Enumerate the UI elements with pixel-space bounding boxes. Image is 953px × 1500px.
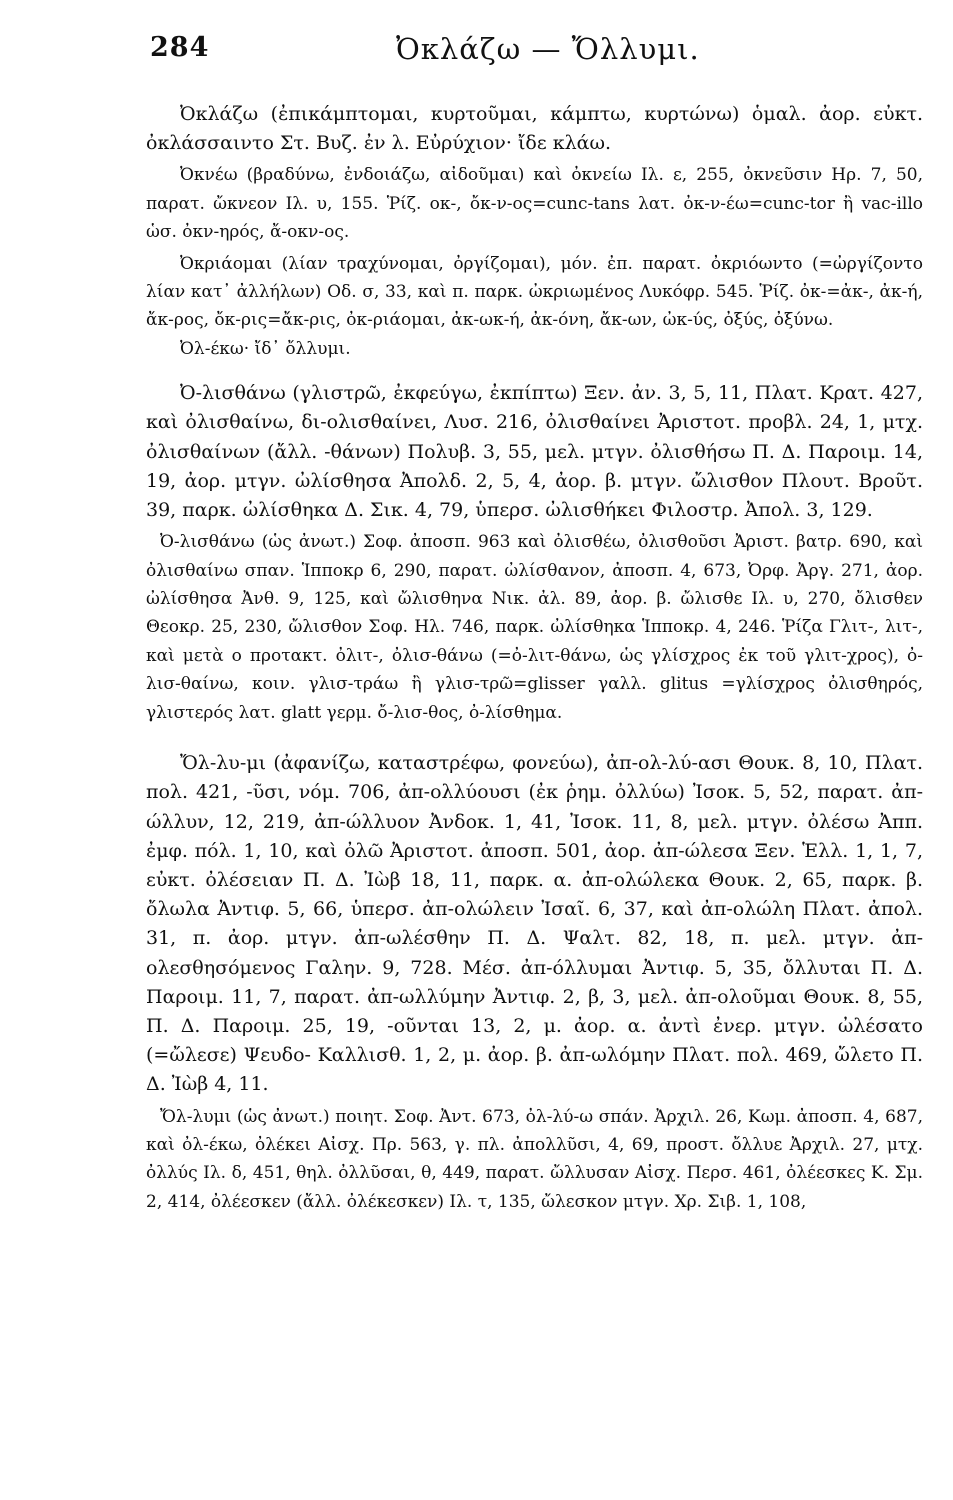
entry-olistho: Ὀ-λισθάνω (γλιστρῶ, ἐκφεύγω, ἐκπίπτω) Ξεν. ἀν. 3, 5, 11, Πλατ. Κρατ. 427, καὶ ὀλισθαίνω, δι-ολισθαίνει, Λυσ. 216, ὀλισθαίνει Ἀριστοτ. προβλ. 24, 1, μτχ. ὀλισθαίνων (ἄλλ. -θάνων) Πολυβ. 3, 55, μελ. μτγν. ὀλισθήσω Π. Δ. Παροιμ. 14, 19, ἀορ. μτγν. ὠλίσθησα Ἀπολδ. 2, 5, 4, ἀορ. β. μτγν. ὤλισθον Πλουτ. Βροῦτ. 39, παρκ. ὠλίσθηκα Δ. Σικ. 4, 79, ὑπερσ. ὠλισθήκει Φιλοστρ. Ἀπολ. 3, 129. [146,382,923,522]
entry-olekho: Ὀλ-έκω· ἴδ᾽ ὄλλυμι. [180,338,351,359]
page-header [146,28,923,94]
entry-okneo: Ὀκνέω (βραδύνω, ἐνδοιάζω, αἰδοῦμαι) καὶ ὀκνείω Ιλ. ε, 255, ὀκνεῦσιν Ηρ. 7, 50, παρατ. ὤκνεον Ιλ. υ, 155. Ῥίζ. οκ-, ὄκ-ν-ος=cunc-tans λατ. ὀκ-ν-έω=cunc-tor ἢ vac-illo ὡσ. ὀκν-ηρός, ἄ-οκν-ος. [146,165,923,243]
entries [146,100,923,1216]
entry-okriaomai: Ὀκριάομαι (λίαν τραχύνομαι, ὀργίζομαι), μόν. ἐπ. παρατ. ὀκριόωντο (=ὠργίζοντο λίαν κατ᾽ ἀλλήλων) Οδ. σ, 33, καὶ π. παρκ. ὠκριωμένος Λυκόφρ. 545. Ῥίζ. ὀκ-=ἀκ-, ἀκ-ή, ἄκ-ρος, ὄκ-ρις=ἄκ-ρις, ὀκ-ριάομαι, ἀκ-ωκ-ή, ἀκ-όνη, ἄκ-ων, ὠκ-ύς, ὀξύς, ὀξύνω. [146,253,923,331]
entry-oklazo: Ὀκλάζω (ἐπικάμπτομαι, κυρτοῦμαι, κάμπτω, κυρτώνω) ὁμαλ. ἀορ. εὐκτ. ὀκλάσσαιντο Στ. Βυζ. ἐν λ. Εὐρύχιον· ἴδε κλάω. [146,103,923,155]
entry-ollymi-poetic: Ὄλ-λυμι (ὡς ἀνωτ.) ποιητ. Σοφ. Ἀντ. 673, ὀλ-λύ-ω σπάν. Ἀρχιλ. 26, Κωμ. ἀποσπ. 4, 687, καὶ ὀλ-έκω, ὀλέκει Αἰσχ. Πρ. 563, γ. πλ. ἀπολλῦσι, 4, 69, προστ. ὄλλυε Ἀρχιλ. 27, μτχ. ὀλλύς Ιλ. δ, 451, θηλ. ὀλλῦσαι, θ, 449, παρατ. ὤλλυσαν Αἰσχ. Περσ. 461, ὀλέεσκες Κ. Σμ. 2, 414, ὀλέεσκεν (ἄλλ. ὀλέκεσκεν) Ιλ. τ, 135, ὤλεσκον μτγν. Χρ. Σιβ. 1, 108, [146,1106,923,1212]
entry-ollymi: Ὄλ-λυ-μι (ἀφανίζω, καταστρέφω, φονεύω), ἀπ-ολ-λύ-ασι Θουκ. 8, 10, Πλατ. πολ. 421, -ῦσι, νόμ. 706, ἀπ-ολλύουσι (ἐκ ῥημ. ὀλλύω) Ἰσοκ. 5, 52, παρατ. ἀπ-ώλλυν, 12, 219, ἀπ-ώλλυον Ἀνδοκ. 1, 41, Ἰσοκ. 11, 8, μελ. μτγν. ὀλέσω Ἀππ. ἐμφ. πόλ. 1, 10, καὶ ὀλῶ Ἀριστοτ. ἀποσπ. 501, ἀορ. ἀπ-ώλεσα Ξεν. Ἑλλ. 1, 1, 7, εὐκτ. ὀλέσειαν Π. Δ. Ἰὼβ 18, 11, παρκ. α. ἀπ-ολώλεκα Θουκ. 2, 65, παρκ. β. ὄλωλα Ἀντιφ. 5, 66, ὑπερσ. ἀπ-ολώλειν Ἰσαῖ. 6, 37, καὶ ἀπ-ολώλη Πλατ. ἀπολ. 31, π. ἀορ. μτγν. ἀπ-ωλέσθην Π. Δ. Ψαλτ. 82, 18, π. μελ. μτγν. ἀπ-ολεσθησόμενος Γαλην. 9, 728. Μέσ. ἀπ-όλλυμαι Ἀντιφ. 5, 35, ὄλλυται Π. Δ. Παροιμ. 11, 7, παρατ. ἀπ-ωλλύμην Ἀντιφ. 2, β, 3, μελ. ἀπ-ολοῦμαι Θουκ. 8, 55, Π. Δ. Παροιμ. 25, 19, -οῦνται 13, 2, μ. ἀορ. α. ἀντὶ ἐνερ. μτγν. ὠλέσατο (=ὤλεσε) Ψευδο- Καλλισθ. 1, 2, μ. ἀορ. β. ἀπ-ωλόμην Πλατ. πολ. 469, ὤλετο Π. Δ. Ἰὼβ 4, 11. [146,752,923,1096]
running-title: Ὀκλάζω — Ὄλλυμι. [396,32,700,66]
entry-olisthano: Ὀ-λισθάνω (ὡς ἀνωτ.) Σοφ. ἀποσπ. 963 καὶ ὀλισθέω, ὀλισθοῦσι Ἀριστ. βατρ. 690, καὶ ὀλισθαίνω σπαν. Ἱπποκρ 6, 290, παρατ. ὠλίσθανον, ἀποσπ. 4, 673, Ὀρφ. Ἀργ. 271, ἀορ. ὠλίσθησα Ἀνθ. 9, 125, καὶ ὤλισθηνα Νικ. ἀλ. 89, ἀορ. β. ὤλισθε Ιλ. υ, 270, ὄλισθεν Θεοκρ. 25, 230, ὤλισθον Σοφ. Ηλ. 746, παρκ. ὠλίσθηκα Ἱπποκρ. 4, 246. Ῥίζα Γλιτ-, λιτ-, καὶ μετὰ ο προτακτ. ὀλιτ-, ὀλισ-θάνω (=ὀ-λιτ-θάνω, ὡς γλίσχρος ἐκ τοῦ γλιτ-χρος), ὀ-λισ-θαίνω, κοιν. γλισ-τράω ἢ γλισ-τρῶ=glisser γαλλ. glitus =γλίσχρος ὀλισθηρός, γλιστερός λατ. glatt γερμ. ὄ-λισ-θος, ὀ-λίσθημα. [146,532,923,723]
page-number: 284 [150,32,210,63]
